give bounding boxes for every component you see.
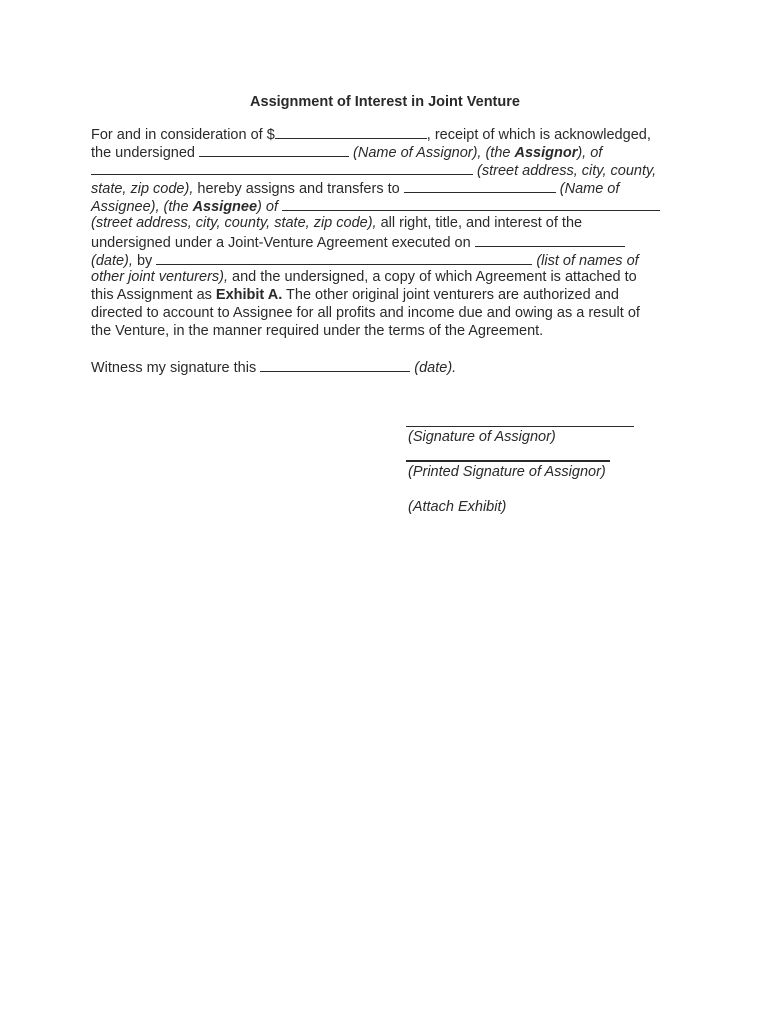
text: (street address, city, county,: [473, 163, 657, 179]
printed-signature-label: (Printed Signature of Assignor): [408, 464, 606, 480]
text: other joint venturers),: [91, 269, 229, 285]
witness-date-blank[interactable]: [260, 357, 410, 372]
text: For and in consideration of $: [91, 127, 275, 143]
witness-suffix: (date).: [410, 360, 457, 376]
body-line-10: [91, 286, 619, 304]
text: the undersigned: [91, 145, 200, 161]
body-line-6: [91, 214, 582, 232]
text: and the undersigned, a copy of which Agreement is attached to: [228, 269, 637, 285]
text: undersigned under a Joint-Venture Agreement executed on: [91, 235, 475, 251]
joint-venturers-blank[interactable]: [156, 250, 532, 265]
assignee-term: Assignee: [192, 199, 258, 215]
body-line-7: [91, 232, 625, 252]
exhibit-a-term: Exhibit A.: [215, 287, 283, 303]
body-line-1: [91, 124, 651, 144]
text: Assignee), (the: [91, 199, 193, 215]
body-line-9: [91, 268, 637, 286]
text: this Assignment as: [91, 287, 216, 303]
printed-signature-line[interactable]: [406, 460, 610, 462]
consideration-amount-blank[interactable]: [275, 124, 427, 139]
body-line-4: [91, 178, 619, 198]
attach-exhibit-label: (Attach Exhibit): [408, 499, 507, 515]
signature-line[interactable]: [406, 426, 634, 427]
text: by: [132, 253, 157, 269]
assignee-name-blank[interactable]: [404, 178, 556, 193]
body-line-12: the Venture, in the manner required under the terms of the Agreement.: [91, 323, 544, 339]
text: , receipt of which is acknowledged,: [426, 127, 651, 143]
text: hereby assigns and transfers to: [193, 181, 404, 197]
text: all right, title, and interest of the: [376, 215, 583, 231]
document-title: Assignment of Interest in Joint Venture: [250, 94, 520, 110]
body-line-3: [91, 160, 656, 180]
text: The other original joint venturers are authorized and: [282, 287, 619, 303]
text: state, zip code),: [91, 181, 194, 197]
text: (Name of Assignor), (the: [349, 145, 515, 161]
text: (Name of: [555, 181, 620, 197]
text: ) of: [257, 199, 283, 215]
agreement-date-blank[interactable]: [475, 232, 625, 247]
body-line-11: directed to account to Assignee for all profits and income due and owing as a result of: [91, 305, 640, 321]
text: (list of names of: [532, 253, 639, 269]
witness-label: Witness my signature this: [91, 360, 261, 376]
assignor-address-blank[interactable]: [91, 160, 473, 175]
assignor-name-blank[interactable]: [199, 142, 349, 157]
text: (date),: [91, 253, 133, 269]
assignor-term: Assignor: [514, 145, 578, 161]
signature-of-assignor-label: (Signature of Assignor): [408, 429, 556, 445]
body-line-2: [91, 142, 602, 162]
body-line-8: [91, 250, 639, 270]
text: (street address, city, county, state, zip code),: [91, 215, 377, 231]
text: ), of: [577, 145, 603, 161]
witness-line: [91, 357, 456, 377]
body-line-5: [91, 196, 660, 216]
assignee-address-blank[interactable]: [282, 196, 660, 211]
